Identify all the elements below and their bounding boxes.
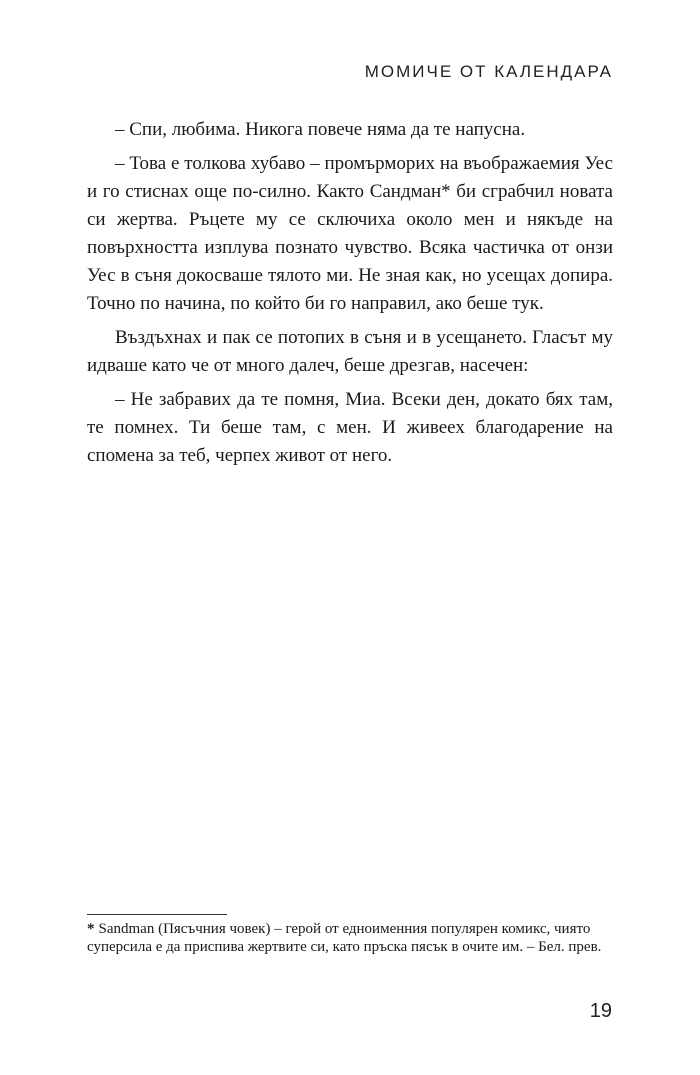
running-header-title: МОМИЧЕ ОТ КАЛЕНДАРА bbox=[364, 62, 613, 81]
body-text bbox=[87, 116, 613, 476]
paragraph-3: Въздъхнах и пак се потопих в съня и в усещането. Гласът му идваше като че от много далеч, беше дрезгав, насечен: bbox=[87, 327, 613, 376]
footnote-divider bbox=[87, 914, 227, 915]
footnote-text: Sandman (Пясъчния човек) – герой от едноименния популярен комикс, чиято суперсила е да приспива жертвите си, като пръска пясък в очите им. – Бел. прев. bbox=[87, 921, 602, 955]
paragraph-4: – Не забравих да те помня, Миа. Всеки ден, докато бях там, те помнех. Ти беше там, с мен. И живеех благодарение на спомена за теб, черпех живот от него. bbox=[87, 389, 613, 466]
paragraph-1: – Спи, любима. Никога повече няма да те напусна. bbox=[115, 119, 526, 140]
footnote bbox=[87, 920, 613, 956]
page-number: 19 bbox=[589, 1000, 612, 1022]
paragraph-2: – Това е толкова хубаво – промърморих на въображаемия Уес и го стиснах още по-силно. Както Сандман* би сграбчил новата си жертва. Ръцете му се сключиха около мен и някъде на повърхността изплува познато чувство. Всяка частичка от онзи Уес в съня докосваше тялото ми. Не зная как, но усещах допира. Точно по начина, по който би го направил, ако беше тук. bbox=[87, 153, 613, 314]
footnote-marker: * bbox=[87, 921, 95, 937]
